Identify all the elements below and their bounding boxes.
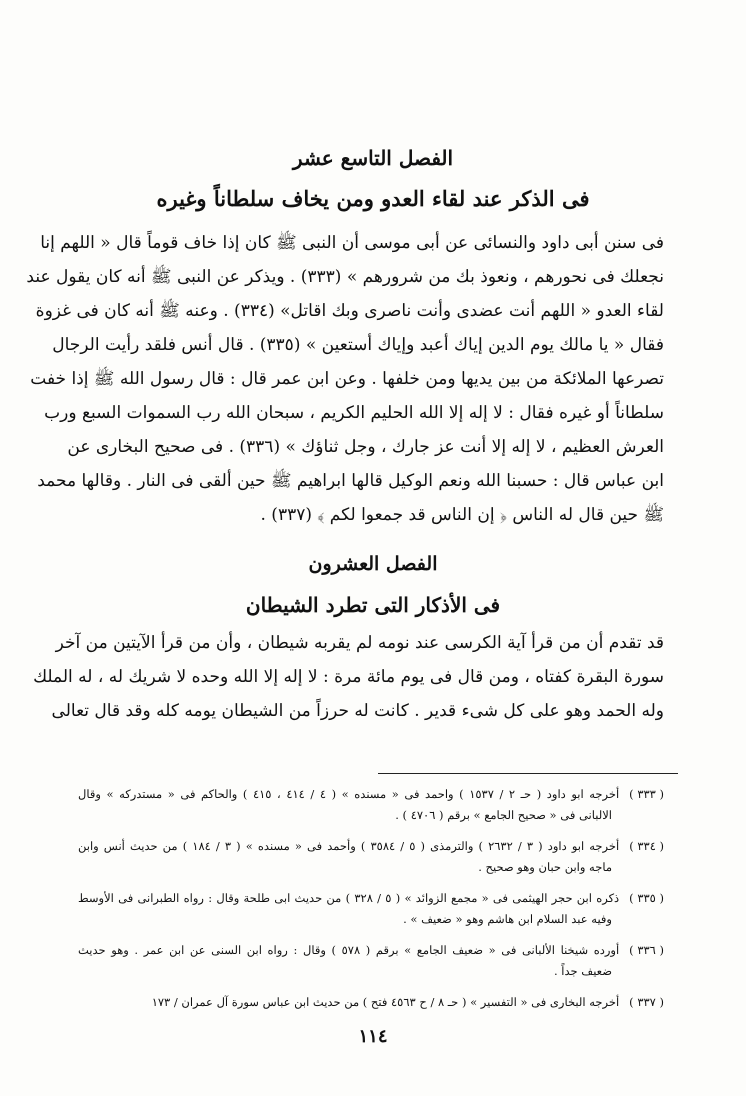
footnote-text: الالبانى فى « صحيح الجامع » برقم ( ٤٧٠٦ ) . [395,808,612,822]
body-line: لقاء العدو « اللهم أنت عضدى وأنت ناصرى وبك اقاتل» (٣٣٤) . وعنه ﷺ أنه كان فى غزوة [35,301,664,321]
footnote [78,784,664,826]
footnote-text: ذكره ابن حجر الهيثمى فى « مجمع الزوائد » ( ٥ / ٣٢٨ ) من حديث ابى طلحة وقال : رواه الطبرانى فى الأوسط [78,891,620,905]
footnote-text: ماجه وابن حبان وهو صحيح . [478,860,612,874]
body-line: ابن عباس قال : حسبنا الله ونعم الوكيل قالها ابراهيم ﷺ حين ألقى فى النار . وقالها محمد [37,471,664,491]
footnote-text: وفيه عبد السلام ابن هاشم وهو « ضعيف » . [403,912,612,926]
footnote-text: ضعيف جداً . [554,964,612,978]
body-line: سلطاناً أو غيره فقال : لا إله إلا الله الحليم الكريم ، سبحان الله رب السموات السبع ورب [44,403,664,423]
footnote-text: أخرجه ابو داود ( ٣ / ٢٦٣٢ ) والترمذى ( ٥ / ٣٥٨٤ ) وأحمد فى « مسنده » ( ٣ / ١٨٤ ) من حديث أنس وابن [78,839,620,853]
body-line: نجعلك فى نحورهم ، ونعوذ بك من شرورهم » (٣٣٣) . ويذكر عن النبى ﷺ أنه كان يقول عند [26,267,664,287]
chapter-20-body [33,626,664,728]
footnotes [78,784,664,1023]
body-line: ﷺ حين قال له الناس ﴿ إن الناس قد جمعوا لكم ﴾ (٣٣٧) . [260,505,664,525]
footnote [78,888,664,930]
footnote [78,836,664,878]
page-number: ١١٤ [358,1026,388,1047]
footnote-text: أخرجه البخارى فى « التفسير » ( حـ ٨ / ح ٤٥٦٣ فتح ) من حديث ابن عباس سورة آل عمران / ١٧٣ [151,995,620,1009]
footnote-number: ( ٣٣٥ ) [629,891,665,905]
chapter-20-subheading: فى الأذكار التى تطرد الشيطان [245,593,501,617]
body-line: تصرعها الملائكة من بين يديها ومن خلفها . وعن ابن عمر قال : قال رسول الله ﷺ إذا خفت [30,369,664,389]
chapter-19-heading: الفصل التاسع عشر [292,146,454,170]
chapter-19-body [26,226,664,532]
body-line: قد تقدم أن من قرأ آية الكرسى عند نومه لم يقربه شيطان ، وأن من قرأ الآيتين من آخر [55,633,664,653]
body-line: سورة البقرة كفتاه ، ومن قال فى يوم مائة مرة : لا إله إلا الله وحده لا شريك له ، له الملك [33,667,664,687]
footnote-number: ( ٣٣٤ ) [629,839,665,853]
footnote [78,992,664,1013]
footnote-text: أخرجه ابو داود ( حـ ٢ / ١٥٣٧ ) واحمد فى « مسنده » ( ٤ / ٤١٤ ، ٤١٥ ) والحاكم فى « مستدركه » وقال [78,787,620,801]
body-line: فقال « يا مالك يوم الدين إياك أعبد وإياك أستعين » (٣٣٥) . قال أنس فلقد رأيت الرجال [52,335,664,355]
chapter-20-heading: الفصل العشرون [308,553,438,575]
footnote-number: ( ٣٣٧ ) [629,995,664,1009]
footnote [78,940,664,982]
chapter-19-subheading: فى الذكر عند لقاء العدو ومن يخاف سلطاناً وغيره [156,186,590,211]
body-line: فى سنن أبى داود والنسائى عن أبى موسى أن النبى ﷺ كان إذا خاف قوماً قال « اللهم إنا [40,233,664,253]
footnote-text: أورده شيخنا الألبانى فى « ضعيف الجامع » برقم ( ٥٧٨ ) وقال : رواه ابن السنى عن ابن عمر . وهو حديث [78,943,620,957]
footnote-divider [378,773,678,774]
footnote-number: ( ٣٣٣ ) [629,787,664,801]
footnote-number: ( ٣٣٦ ) [629,943,664,957]
body-line: العرش العظيم ، لا إله إلا أنت عز جارك ، وجل ثناؤك » (٣٣٦) . فى صحيح البخارى عن [67,437,664,457]
body-line: وله الحمد وهو على كل شىء قدير . كانت له حرزاً من الشيطان يومه كله وقد قال تعالى [51,701,664,721]
